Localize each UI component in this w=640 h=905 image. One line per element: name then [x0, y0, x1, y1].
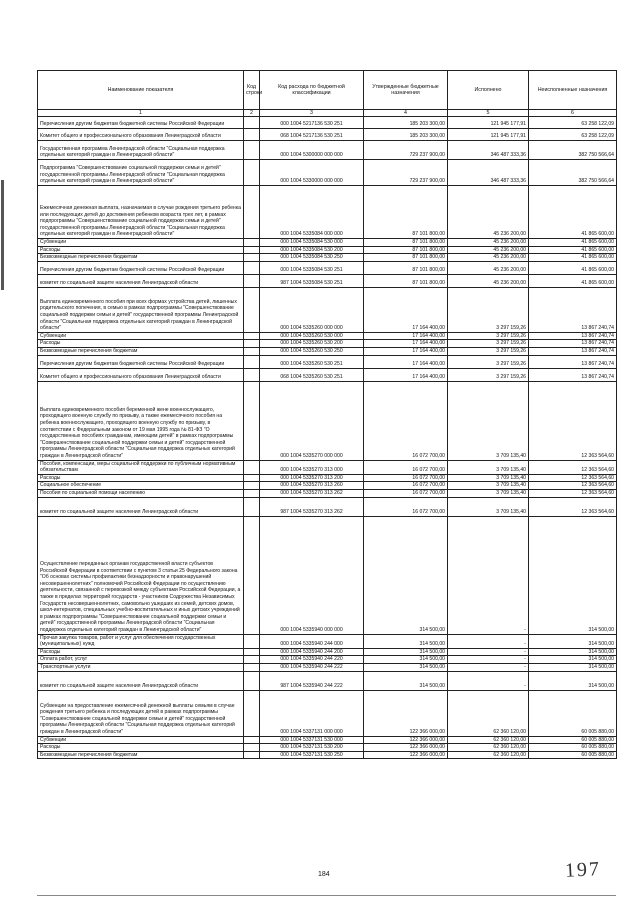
- row-name-cell: Осуществление переданных органам государственной власти субъектов Российской Федерации в соответствии с пунктом 3 статьи 25 Федерального закона "Об основах системы профилактики безнадзорности и правонарушений несовершеннолетних" полномочий Российской Федерации по осуществлению деятельности, связанной с перевозкой между субъектами Российской Федерации, а также в пределах территорий государств - участников Содружества Независимых Государств несовершеннолетних, самовольно ушедших из семей, детских домов, школ-интернатов, специальных учебно-воспитательных и иных детских учреждений в рамках подпрограммы "Совершенствование социальной поддержки семьи и детей" государственной программы Ленинградской области "Социальная поддержка отдельных категорий граждан в Ленинградской области": [38, 516, 244, 634]
- row-code-cell: [244, 261, 260, 274]
- row-budget-code-cell: 000 1004 5335084 530 250: [260, 254, 364, 262]
- row-executed-cell: 3 709 135,40: [448, 489, 529, 497]
- row-approved-cell: 729 237 900,00: [364, 160, 448, 186]
- row-unexecuted-cell: 41 865 600,00: [529, 239, 617, 247]
- table-row: [38, 736, 617, 744]
- row-approved-cell: 87 101 800,00: [364, 246, 448, 254]
- row-executed-cell: 3 297 159,26: [448, 340, 529, 348]
- row-budget-code-cell: 000 1004 5335270 313 200: [260, 474, 364, 482]
- table-row: [38, 287, 617, 332]
- row-code-cell: [244, 186, 260, 239]
- row-executed-cell: 3 709 135,40: [448, 497, 529, 516]
- row-executed-cell: 3 297 159,26: [448, 347, 529, 355]
- row-approved-cell: 314 500,00: [364, 648, 448, 656]
- row-code-cell: [244, 274, 260, 287]
- row-budget-code-cell: 000 1004 5337131 530 200: [260, 744, 364, 752]
- row-approved-cell: 17 164 400,00: [364, 368, 448, 381]
- row-name-cell: Расходы: [38, 474, 244, 482]
- row-name-cell: Перечисления другим бюджетам бюджетной системы Российской Федерации: [38, 117, 244, 129]
- row-unexecuted-cell: 60 005 880,00: [529, 751, 617, 759]
- row-approved-cell: 122 366 000,00: [364, 744, 448, 752]
- header-approved: Утвержденные бюджетные назначения: [364, 71, 448, 110]
- table-row: [38, 340, 617, 348]
- row-code-cell: [244, 671, 260, 690]
- row-approved-cell: 16 072 700,00: [364, 497, 448, 516]
- row-unexecuted-cell: 41 865 600,00: [529, 246, 617, 254]
- row-unexecuted-cell: 12 363 564,60: [529, 381, 617, 460]
- row-approved-cell: 16 072 700,00: [364, 381, 448, 460]
- row-executed-cell: -: [448, 634, 529, 648]
- table-row: [38, 690, 617, 736]
- header-line-code: Код строки: [244, 71, 260, 110]
- row-approved-cell: 87 101 800,00: [364, 254, 448, 262]
- row-budget-code-cell: 000 1004 5335940 244 000: [260, 634, 364, 648]
- table-row: [38, 671, 617, 690]
- row-approved-cell: 314 500,00: [364, 516, 448, 634]
- row-code-cell: [244, 634, 260, 648]
- row-executed-cell: 121 945 177,91: [448, 129, 529, 141]
- row-code-cell: [244, 239, 260, 247]
- row-approved-cell: 87 101 800,00: [364, 239, 448, 247]
- row-unexecuted-cell: 12 363 564,60: [529, 482, 617, 490]
- row-budget-code-cell: 000 1004 5335940 000 000: [260, 516, 364, 634]
- table-row: [38, 141, 617, 160]
- page-number: 184: [318, 871, 330, 878]
- header-indicator-name: Наименование показателя: [38, 71, 244, 110]
- row-unexecuted-cell: 12 363 564,60: [529, 460, 617, 474]
- table-row: [38, 368, 617, 381]
- row-executed-cell: 3 709 135,40: [448, 381, 529, 460]
- header-unexecuted: Неисполненные назначения: [529, 71, 617, 110]
- row-unexecuted-cell: 314 500,00: [529, 663, 617, 671]
- row-budget-code-cell: 000 1004 5337131 530 000: [260, 736, 364, 744]
- row-budget-code-cell: 000 1004 5335270 313 262: [260, 489, 364, 497]
- row-executed-cell: 45 236 200,00: [448, 254, 529, 262]
- row-executed-cell: -: [448, 663, 529, 671]
- row-name-cell: Социальное обеспечение: [38, 482, 244, 490]
- row-budget-code-cell: 000 1004 5335260 530 250: [260, 347, 364, 355]
- table-body: [38, 117, 617, 759]
- row-budget-code-cell: 000 1004 5335084 530 000: [260, 239, 364, 247]
- table-row: [38, 246, 617, 254]
- table-row: [38, 751, 617, 759]
- row-budget-code-cell: 000 1004 5335084 530 251: [260, 261, 364, 274]
- row-name-cell: комитет по социальной защите населения Ленинградской области: [38, 274, 244, 287]
- row-executed-cell: 62 360 120,00: [448, 744, 529, 752]
- table-row: [38, 482, 617, 490]
- row-name-cell: Транспортные услуги: [38, 663, 244, 671]
- table-row: [38, 634, 617, 648]
- row-approved-cell: 122 366 000,00: [364, 736, 448, 744]
- row-unexecuted-cell: 63 258 122,09: [529, 129, 617, 141]
- row-budget-code-cell: 000 1004 5335940 244 220: [260, 656, 364, 664]
- row-code-cell: [244, 355, 260, 368]
- row-name-cell: Прочая закупка товаров, работ и услуг для обеспечения государственных (муниципальных) нужд: [38, 634, 244, 648]
- row-executed-cell: 62 360 120,00: [448, 751, 529, 759]
- row-budget-code-cell: 000 1004 5335270 313 000: [260, 460, 364, 474]
- table-row: [38, 663, 617, 671]
- row-approved-cell: 185 203 300,00: [364, 117, 448, 129]
- table-row: [38, 261, 617, 274]
- row-code-cell: [244, 141, 260, 160]
- row-unexecuted-cell: 63 258 122,09: [529, 117, 617, 129]
- table-row: [38, 254, 617, 262]
- row-budget-code-cell: 000 1004 5335270 313 260: [260, 482, 364, 490]
- row-unexecuted-cell: 13 867 240,74: [529, 287, 617, 332]
- table-row: [38, 744, 617, 752]
- table-row: [38, 129, 617, 141]
- row-code-cell: [244, 129, 260, 141]
- row-code-cell: [244, 648, 260, 656]
- row-approved-cell: 17 164 400,00: [364, 287, 448, 332]
- row-approved-cell: 16 072 700,00: [364, 460, 448, 474]
- row-approved-cell: 314 500,00: [364, 671, 448, 690]
- table-row: [38, 239, 617, 247]
- row-name-cell: Выплата единовременного пособия беременной жене военнослужащего, проходящего военную службу по призыву, а также ежемесячного пособия на ребенка военнослужащего, проходящего военную службу по призыву, в соответствии с Федеральным законом от 19 мая 1995 года № 81-ФЗ "О государственных пособиях гражданам, имеющим детей" в рамках подпрограммы "Совершенствование социальной поддержки семьи и детей" государственной программы Ленинградской области "Социальная поддержка отдельных категорий граждан в Ленинградской области": [38, 381, 244, 460]
- row-approved-cell: 17 164 400,00: [364, 347, 448, 355]
- row-code-cell: [244, 482, 260, 490]
- row-unexecuted-cell: 314 500,00: [529, 516, 617, 634]
- row-executed-cell: -: [448, 648, 529, 656]
- row-unexecuted-cell: 314 500,00: [529, 656, 617, 664]
- row-approved-cell: 729 237 900,00: [364, 141, 448, 160]
- table-row: [38, 489, 617, 497]
- row-code-cell: [244, 663, 260, 671]
- row-unexecuted-cell: 382 750 566,64: [529, 141, 617, 160]
- row-executed-cell: 3 297 159,26: [448, 332, 529, 340]
- row-name-cell: Безвозмездные перечисления бюджетам: [38, 347, 244, 355]
- row-code-cell: [244, 497, 260, 516]
- row-code-cell: [244, 656, 260, 664]
- table-row: [38, 460, 617, 474]
- row-name-cell: Выплата единовременного пособия при всех формах устройства детей, лишенных родительского попечения, в семью в рамках подпрограммы "Совершенствование социальной поддержки семьи и детей" государственной программы Ленинградской области "Социальная поддержка отдельных категорий граждан в Ленинградской области": [38, 287, 244, 332]
- row-name-cell: Комитет общего и профессионального образования Ленинградской области: [38, 368, 244, 381]
- row-code-cell: [244, 368, 260, 381]
- row-name-cell: Пособия по социальной помощи населению: [38, 489, 244, 497]
- row-name-cell: Государственная программа Ленинградской области "Социальная поддержка отдельных категорий граждан в Ленинградской области": [38, 141, 244, 160]
- row-code-cell: [244, 516, 260, 634]
- row-approved-cell: 87 101 800,00: [364, 274, 448, 287]
- budget-report-sheet: [37, 70, 616, 759]
- column-number: 3: [260, 110, 364, 117]
- table-row: [38, 648, 617, 656]
- row-name-cell: Оплата работ, услуг: [38, 656, 244, 664]
- row-name-cell: Ежемесячная денежная выплата, назначаемая в случае рождения третьего ребенка или последующих детей до достижения ребенком возраста трех лет, в рамках подпрограммы "Совершенствование социальной поддержки семьи и детей" государственной программы Ленинградской области "Социальная поддержка отдельных категорий граждан в Ленинградской области": [38, 186, 244, 239]
- row-code-cell: [244, 254, 260, 262]
- row-unexecuted-cell: 314 500,00: [529, 671, 617, 690]
- row-unexecuted-cell: 60 005 880,00: [529, 744, 617, 752]
- row-executed-cell: -: [448, 671, 529, 690]
- row-budget-code-cell: 987 1004 5335270 313 262: [260, 497, 364, 516]
- row-unexecuted-cell: 12 363 564,60: [529, 497, 617, 516]
- row-unexecuted-cell: 12 363 564,60: [529, 474, 617, 482]
- row-code-cell: [244, 736, 260, 744]
- row-executed-cell: 62 360 120,00: [448, 736, 529, 744]
- row-code-cell: [244, 160, 260, 186]
- row-unexecuted-cell: 41 865 600,00: [529, 274, 617, 287]
- row-executed-cell: 121 945 177,91: [448, 117, 529, 129]
- row-unexecuted-cell: 314 500,00: [529, 648, 617, 656]
- row-code-cell: [244, 287, 260, 332]
- row-name-cell: Безвозмездные перечисления бюджетам: [38, 751, 244, 759]
- header-executed: Исполнено: [448, 71, 529, 110]
- column-number: 6: [529, 110, 617, 117]
- row-name-cell: Субвенции: [38, 332, 244, 340]
- table-row: [38, 497, 617, 516]
- row-name-cell: Безвозмездные перечисления бюджетам: [38, 254, 244, 262]
- row-approved-cell: 17 164 400,00: [364, 332, 448, 340]
- row-approved-cell: 17 164 400,00: [364, 340, 448, 348]
- row-code-cell: [244, 340, 260, 348]
- row-unexecuted-cell: 13 867 240,74: [529, 340, 617, 348]
- row-name-cell: Расходы: [38, 246, 244, 254]
- row-name-cell: Субвенции: [38, 239, 244, 247]
- row-approved-cell: 17 164 400,00: [364, 355, 448, 368]
- table-row: [38, 332, 617, 340]
- row-code-cell: [244, 332, 260, 340]
- row-approved-cell: 16 072 700,00: [364, 482, 448, 490]
- row-code-cell: [244, 474, 260, 482]
- column-number: 2: [244, 110, 260, 117]
- row-name-cell: комитет по социальной защите населения Ленинградской области: [38, 671, 244, 690]
- row-budget-code-cell: 000 1004 5337131 530 250: [260, 751, 364, 759]
- row-budget-code-cell: 000 1004 5335940 244 200: [260, 648, 364, 656]
- column-number-row: [38, 110, 617, 117]
- row-executed-cell: -: [448, 656, 529, 664]
- row-name-cell: Комитет общего и профессионального образования Ленинградской области: [38, 129, 244, 141]
- row-code-cell: [244, 347, 260, 355]
- row-code-cell: [244, 690, 260, 736]
- row-executed-cell: 3 709 135,40: [448, 482, 529, 490]
- column-number: 1: [38, 110, 244, 117]
- column-number: 5: [448, 110, 529, 117]
- row-code-cell: [244, 489, 260, 497]
- row-budget-code-cell: 987 1004 5335940 244 222: [260, 671, 364, 690]
- handwritten-page-number: 197: [564, 858, 602, 882]
- row-executed-cell: 346 487 333,36: [448, 160, 529, 186]
- row-budget-code-cell: 000 1004 5335260 530 000: [260, 332, 364, 340]
- row-approved-cell: 314 500,00: [364, 663, 448, 671]
- row-approved-cell: 314 500,00: [364, 656, 448, 664]
- row-name-cell: Расходы: [38, 648, 244, 656]
- row-executed-cell: 45 236 200,00: [448, 239, 529, 247]
- row-name-cell: Расходы: [38, 744, 244, 752]
- row-budget-code-cell: 000 1004 5335270 000 000: [260, 381, 364, 460]
- row-unexecuted-cell: 41 865 600,00: [529, 261, 617, 274]
- row-code-cell: [244, 381, 260, 460]
- scan-edge-mark: [1, 180, 4, 290]
- row-executed-cell: -: [448, 516, 529, 634]
- row-code-cell: [244, 744, 260, 752]
- row-code-cell: [244, 751, 260, 759]
- row-approved-cell: 16 072 700,00: [364, 474, 448, 482]
- row-unexecuted-cell: 13 867 240,74: [529, 332, 617, 340]
- row-unexecuted-cell: 41 865 600,00: [529, 254, 617, 262]
- row-approved-cell: 314 500,00: [364, 634, 448, 648]
- row-budget-code-cell: 000 1004 5335260 000 000: [260, 287, 364, 332]
- row-code-cell: [244, 460, 260, 474]
- row-approved-cell: 87 101 800,00: [364, 261, 448, 274]
- row-executed-cell: 3 297 159,26: [448, 355, 529, 368]
- row-approved-cell: 122 366 000,00: [364, 751, 448, 759]
- table-row: [38, 516, 617, 634]
- table-row: [38, 474, 617, 482]
- row-executed-cell: 62 360 120,00: [448, 690, 529, 736]
- row-name-cell: Перечисления другим бюджетам бюджетной системы Российской Федерации: [38, 355, 244, 368]
- row-executed-cell: 3 709 135,40: [448, 474, 529, 482]
- row-unexecuted-cell: 60 005 880,00: [529, 736, 617, 744]
- row-budget-code-cell: 987 1004 5335084 530 251: [260, 274, 364, 287]
- row-approved-cell: 122 366 000,00: [364, 690, 448, 736]
- row-approved-cell: 16 072 700,00: [364, 489, 448, 497]
- row-executed-cell: 3 297 159,26: [448, 368, 529, 381]
- row-unexecuted-cell: 314 500,00: [529, 634, 617, 648]
- row-unexecuted-cell: 41 865 600,00: [529, 186, 617, 239]
- row-code-cell: [244, 117, 260, 129]
- row-executed-cell: 3 709 135,40: [448, 460, 529, 474]
- row-unexecuted-cell: 13 867 240,74: [529, 347, 617, 355]
- row-budget-code-cell: 000 1004 5217136 530 251: [260, 117, 364, 129]
- row-name-cell: Субвенции на предоставление ежемесячной денежной выплаты семьям в случае рождения третьего ребенка и последующих детей в рамках подпрограммы "Совершенствование социальной поддержки семьи и детей" государственной программы Ленинградской области "Социальная поддержка отдельных категорий граждан в Ленинградской области": [38, 690, 244, 736]
- header-budget-code: Код расхода по бюджетной классификации: [260, 71, 364, 110]
- table-row: [38, 160, 617, 186]
- row-approved-cell: 185 203 300,00: [364, 129, 448, 141]
- row-name-cell: Субвенции: [38, 736, 244, 744]
- row-unexecuted-cell: 13 867 240,74: [529, 368, 617, 381]
- row-unexecuted-cell: 12 363 564,60: [529, 489, 617, 497]
- table-row: [38, 656, 617, 664]
- row-unexecuted-cell: 60 005 880,00: [529, 690, 617, 736]
- table-row: [38, 381, 617, 460]
- row-code-cell: [244, 246, 260, 254]
- row-name-cell: Пособия, компенсации, меры социальной поддержки по публичным нормативным обязательствам: [38, 460, 244, 474]
- table-row: [38, 117, 617, 129]
- table-row: [38, 186, 617, 239]
- row-unexecuted-cell: 13 867 240,74: [529, 355, 617, 368]
- row-unexecuted-cell: 382 750 566,64: [529, 160, 617, 186]
- table-row: [38, 347, 617, 355]
- row-budget-code-cell: 000 1004 5335084 000 000: [260, 186, 364, 239]
- row-budget-code-cell: 000 1004 5335260 530 251: [260, 355, 364, 368]
- row-budget-code-cell: 000 1004 5335940 244 222: [260, 663, 364, 671]
- row-budget-code-cell: 000 1004 5335084 530 200: [260, 246, 364, 254]
- row-executed-cell: 45 236 200,00: [448, 261, 529, 274]
- budget-execution-table: [37, 70, 617, 759]
- row-approved-cell: 87 101 800,00: [364, 186, 448, 239]
- table-row: [38, 355, 617, 368]
- row-executed-cell: 3 297 159,26: [448, 287, 529, 332]
- row-executed-cell: 45 236 200,00: [448, 186, 529, 239]
- row-budget-code-cell: 068 1004 5335260 530 251: [260, 368, 364, 381]
- row-executed-cell: 45 236 200,00: [448, 274, 529, 287]
- row-executed-cell: 45 236 200,00: [448, 246, 529, 254]
- row-name-cell: Расходы: [38, 340, 244, 348]
- row-name-cell: Перечисления другим бюджетам бюджетной системы Российской Федерации: [38, 261, 244, 274]
- header-row: [38, 71, 617, 110]
- row-budget-code-cell: 068 1004 5217136 530 251: [260, 129, 364, 141]
- row-name-cell: Подпрограмма "Совершенствование социальной поддержки семьи и детей" государственной программы Ленинградской области "Социальная поддержка отдельных категорий граждан в Ленинградской области": [38, 160, 244, 186]
- column-number: 4: [364, 110, 448, 117]
- table-row: [38, 274, 617, 287]
- row-budget-code-cell: 000 1004 5300000 000 000: [260, 141, 364, 160]
- row-budget-code-cell: 000 1004 5335260 530 200: [260, 340, 364, 348]
- bottom-divider: [37, 895, 616, 896]
- row-executed-cell: 346 487 333,36: [448, 141, 529, 160]
- row-budget-code-cell: 000 1004 5330000 000 000: [260, 160, 364, 186]
- row-name-cell: комитет по социальной защите населения Ленинградской области: [38, 497, 244, 516]
- row-budget-code-cell: 000 1004 5337131 000 000: [260, 690, 364, 736]
